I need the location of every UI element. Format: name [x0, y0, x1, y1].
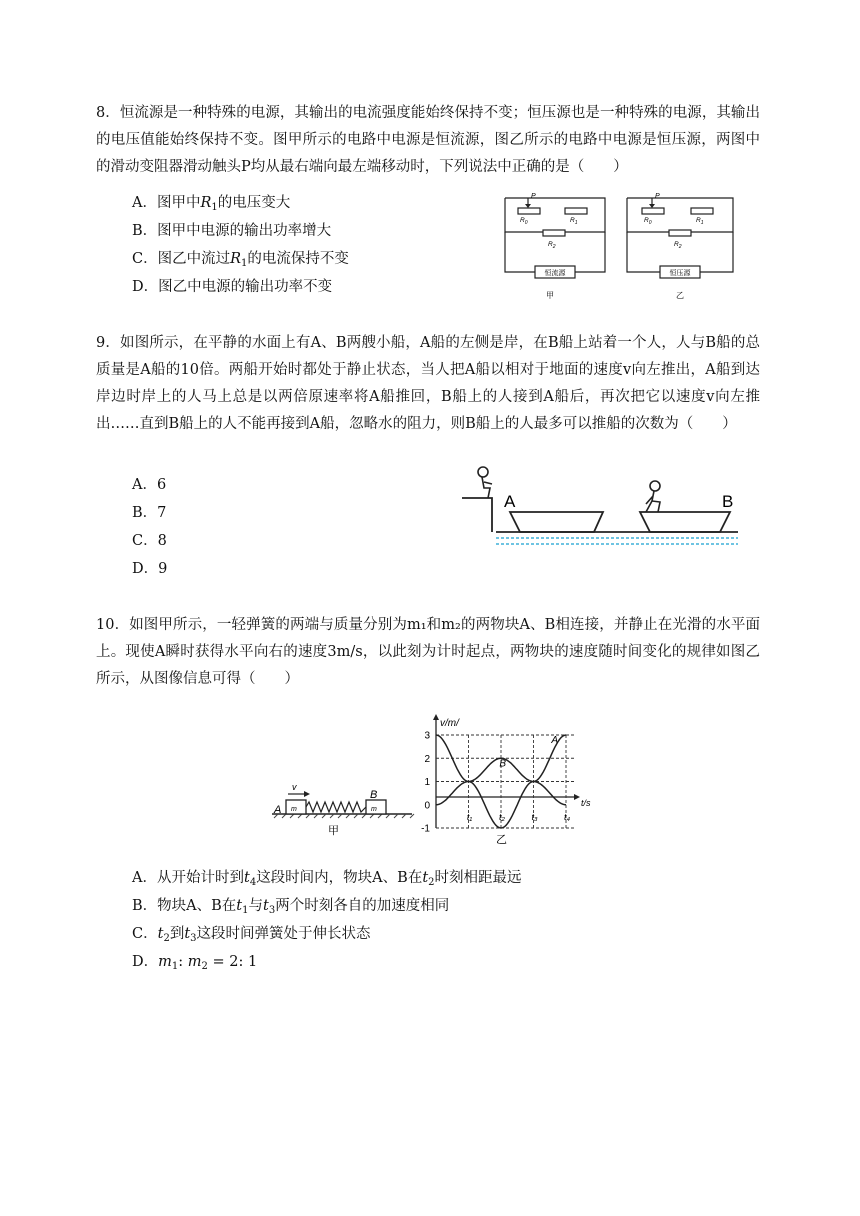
block-a-label: A: [274, 804, 282, 816]
q9-stem: 9．如图所示，在平静的水面上有A、B两艘小船，A船的左侧是岸，在B船上站着一个人，人与B船的总质量是A船的10倍。两船开始时都处于静止状态，当人把A船以相对于地面的速度v向左推出，A船到达岸边时岸上的人马上总是以两倍原速率将A船推回，B船上的人接到A船后，再次把它以速度v向左推出……直到B船上的人不能再接到A船，忽略水的阻力，则B船上的人最多可以推船的次数为（ ）: [96, 335, 760, 432]
block-b-mass: m: [371, 806, 377, 813]
right-r2-label: $R_2$: [674, 241, 682, 250]
y-tick-label: -1: [421, 823, 430, 835]
q9-option-d: D．9: [132, 561, 168, 577]
vt-labels: [421, 731, 570, 835]
right-r1-label: $R_1$: [696, 217, 704, 226]
x-tick-label: t₄: [563, 811, 571, 822]
y-tick-label: 0: [424, 800, 430, 812]
x-tick-label: t₁: [466, 811, 473, 822]
q8-option-b: B．图甲中电源的输出功率增大: [132, 223, 332, 239]
q10-stem: 10．如图甲所示，一轻弹簧的两端与质量分别为m₁和m₂的两物块A、B相连接，并静止在光滑的水平面上。现使A瞬时获得水平向右的速度3m/s，以此刻为计时起点，两物块的速度随时间变化的规律如图乙所示，从图像信息可得（ ）: [96, 617, 760, 687]
q9-option-a: A．6: [132, 477, 167, 493]
circuit-right: [627, 198, 733, 278]
shore: [462, 498, 492, 532]
left-source-label: 恒流源: [544, 269, 566, 277]
left-caption: 甲: [546, 291, 554, 300]
figure-caption-jia: 甲: [328, 824, 339, 837]
y-tick-label: 1: [424, 777, 430, 788]
spring: [306, 802, 366, 812]
right-source-label: 恒压源: [669, 269, 691, 277]
q10-option-b: B．物块A、B在$t_1$与$t_3$两个时刻各自的加速度相同: [132, 898, 450, 916]
q8-stem: 8．恒流源是一种特殊的电源，其输出的电流强度能始终保持不变；恒压源也是一种特殊的电源，其输出的电压值能始终保持不变。图甲所示的电路中电源是恒流源，图乙所示的电路中电源是恒压源，两图中的滑动变阻器滑动触头P均从最右端向最左端移动时，下列说法中正确的是（ ）: [96, 105, 760, 175]
right-p-label: P: [655, 193, 660, 200]
boat-b: [640, 512, 730, 532]
y-axis-label: v/m/: [440, 718, 459, 729]
boat-a: [510, 512, 603, 532]
q10-option-d: D．$m_1$: $m_2 = 2$: 1: [132, 954, 258, 972]
y-tick-label: 2: [424, 753, 430, 765]
y-tick-label: 3: [424, 730, 430, 742]
q9-boat-figure: [458, 460, 748, 552]
q9-option-b: B．7: [132, 505, 167, 521]
q10-spring-figure: [266, 770, 416, 842]
q10-vt-chart: [416, 712, 606, 848]
series-A-label: A: [551, 735, 559, 746]
block-a-mass: m: [291, 806, 297, 813]
x-axis-label: t/s: [581, 798, 591, 808]
left-p-label: P: [531, 193, 536, 200]
left-r2-label: $R_2$: [548, 241, 556, 250]
q8-option-d: D．图乙中电源的输出功率不变: [132, 279, 333, 295]
q9-option-c: C．8: [132, 533, 167, 549]
q10-option-a: A．从开始计时到$t_4$这段时间内，物块A、B在$t_2$时刻相距最远: [132, 870, 522, 888]
boat-b-label: B: [722, 492, 734, 511]
q8-option-c: C．图乙中流过$R_1$的电流保持不变: [132, 251, 349, 269]
q10-option-c: C．$t_2$到$t_3$这段时间弹簧处于伸长状态: [132, 926, 371, 944]
q8-option-a: A．图甲中$R_1$的电压变大: [132, 195, 291, 213]
q8-circuit-figure: [495, 190, 755, 308]
left-r0-label: $R_0$: [520, 217, 528, 226]
person-on-boat-b: [646, 481, 660, 512]
block-b-label: B: [370, 789, 378, 801]
figure-caption-yi: 乙: [496, 833, 507, 846]
circuit-left: [505, 198, 605, 278]
series-B-label: B: [499, 758, 507, 770]
boat-a-label: A: [504, 492, 516, 511]
left-r1-label: $R_1$: [570, 217, 578, 226]
person-on-shore: [478, 467, 492, 498]
x-tick-label: t₃: [531, 811, 538, 822]
x-tick-label: t₂: [499, 811, 505, 822]
velocity-label: v: [292, 782, 297, 792]
right-caption: 乙: [676, 291, 684, 300]
right-r0-label: $R_0$: [644, 217, 652, 226]
